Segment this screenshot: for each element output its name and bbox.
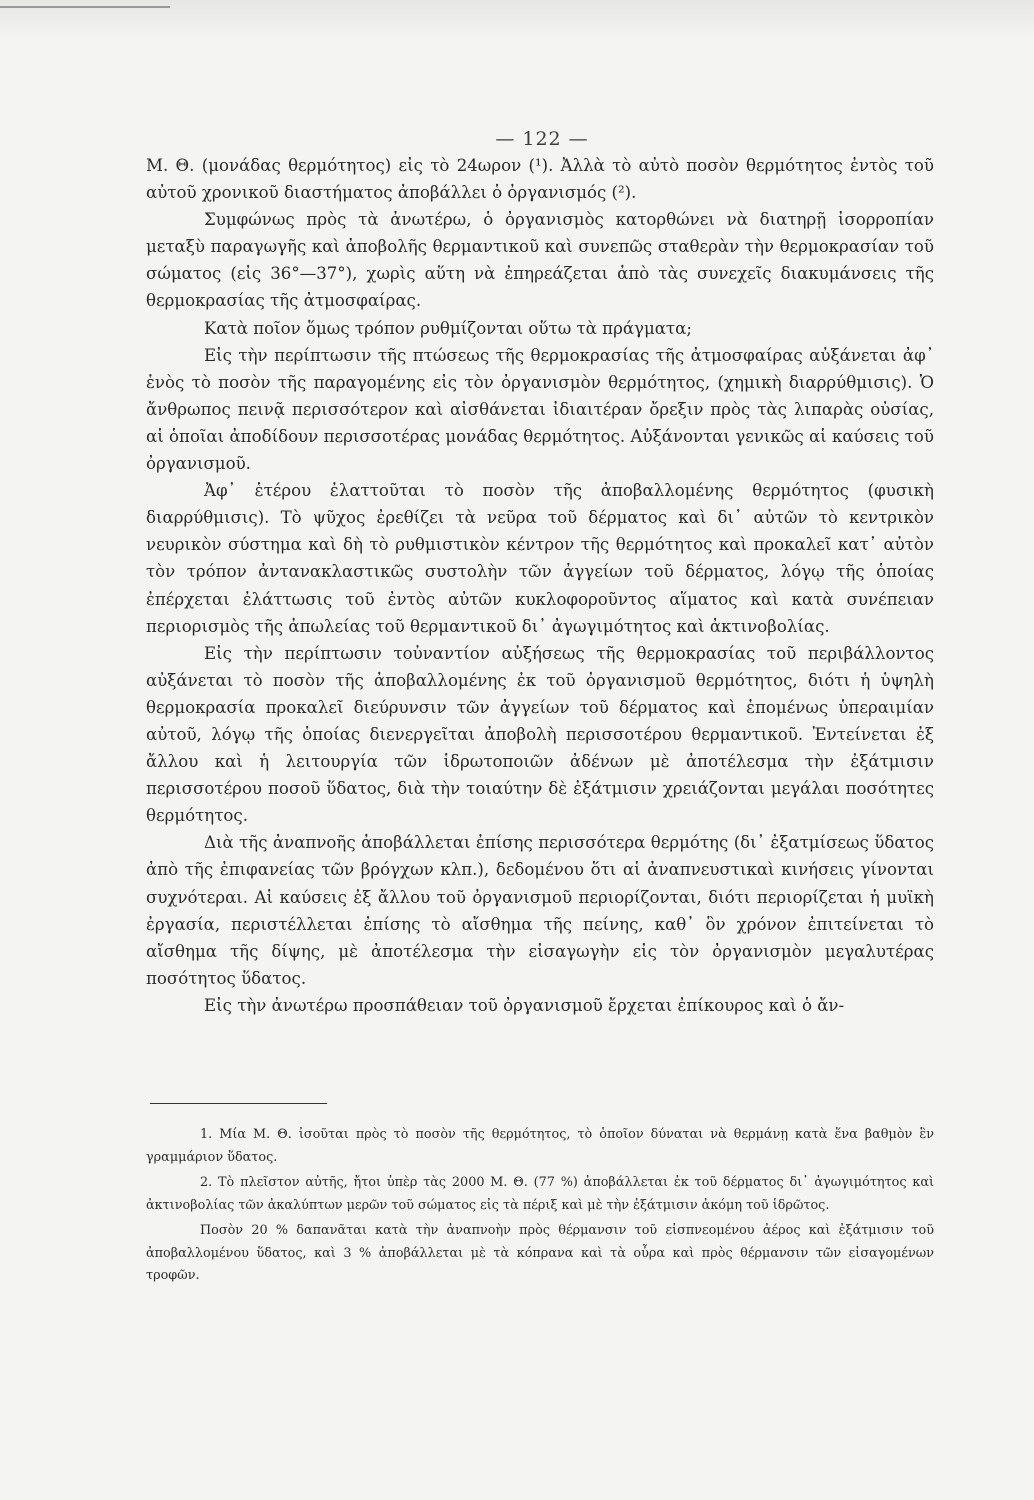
- scan-edge-mark: [0, 6, 170, 8]
- paragraph: Συμφώνως πρὸς τὰ ἀνωτέρω, ὁ ὀργανισμὸς κατορθώνει νὰ διατηρῇ ἰσορροπίαν μεταξὺ παραγωγῆς καὶ ἀποβολῆς θερμαντικοῦ καὶ συνεπῶς σταθερὰν τὴν θερμοκρασίαν τοῦ σώματος (εἰς 36°—37°), χωρὶς αὕτη νὰ ἐπηρεάζεται ἀπὸ τὰς συνεχεῖς διακυμάνσεις τῆς θερμοκρασίας τῆς ἀτμοσφαίρας.: [146, 210, 934, 311]
- paragraph-question: Κατὰ ποῖον ὅμως τρόπον ρυθμίζονται οὕτω τὰ πράγματα;: [204, 318, 692, 338]
- paragraph-last: Εἰς τὴν ἀνωτέρω προσπάθειαν τοῦ ὀργανισμοῦ ἔρχεται ἐπίκουρος καὶ ὁ ἄν-: [204, 995, 845, 1015]
- paragraph: Διὰ τῆς ἀναπνοῆς ἀποβάλλεται ἐπίσης περισσότερα θερμότης (δι᾽ ἐξατμίσεως ὕδατος ἀπὸ τῆς ἐπιφανείας τῶν βρόγχων κλπ.), δεδομένου ὅτι αἱ ἀναπνευστικαὶ κινήσεις γίνονται συχνότεραι. Αἱ καύσεις ἐξ ἄλλου τοῦ ὀργανισμοῦ περιορίζονται, διότι περιορίζεται ἡ μυϊκὴ ἐργασία, περιστέλλεται ἐπίσης τὸ αἴσθημα τῆς πείνης, καθ᾽ ὃν χρόνον ἐπιτείνεται τὸ αἴσθημα τῆς δίψης, μὲ ἀποτέλεσμα τὴν εἰσαγωγὴν εἰς τὸν ὀργανισμὸν μεγαλυτέρας ποσότητος ὕδατος.: [146, 833, 934, 988]
- footnotes: [146, 1124, 934, 1291]
- paragraph: Ἀφ᾽ ἑτέρου ἐλαττοῦται τὸ ποσὸν τῆς ἀποβαλλομένης θερμότητος (φυσικὴ διαρρύθμισις). Τὸ ψῦχος ἐρεθίζει τὰ νεῦρα τοῦ δέρματος καὶ δι᾽ αὐτῶν τὸ κεντρικὸν νευρικὸν σύστημα καὶ δὴ τὸ ρυθμιστικὸν κέντρον τῆς θερμότητος καὶ προκαλεῖ κατ᾽ αὐτὸν τὸν τρόπον ἀντανακλαστικῶς συστολὴν τῶν ἀγγείων τοῦ δέρματος, λόγῳ τῆς ὁποίας ἐπέρχεται ἐλάττωσις τοῦ ἐντὸς αὐτῶν κυκλοφοροῦντος αἵματος καὶ κατὰ συνέπειαν περιορισμὸς τῆς ἀπωλείας τοῦ θερμαντικοῦ δι᾽ ἀγωγιμότητος καὶ ἀκτινοβολίας.: [146, 481, 934, 636]
- body-text: [146, 152, 934, 1019]
- footnote-2-continued: Ποσὸν 20 % δαπανᾶται κατὰ τὴν ἀναπνοὴν πρὸς θέρμανσιν τοῦ εἰσπνεομένου ἀέρος καὶ ἐξάτμισιν τοῦ ἀποβαλλομένου ὕδατος, καὶ 3 % ἀποβάλλεται μὲ τὰ κόπρανα καὶ τὰ οὖρα καὶ πρὸς θέρμανσιν τῶν εἰσαγομένων τροφῶν.: [146, 1223, 934, 1283]
- page-number: — 122 —: [495, 128, 589, 150]
- paragraph: Εἰς τὴν περίπτωσιν τοὐναντίον αὐξήσεως τῆς θερμοκρασίας τοῦ περιβάλλοντος αὐξάνεται τὸ ποσὸν τῆς ἀποβαλλομένης ἐκ τοῦ ὀργανισμοῦ θερμότητος, διότι ἡ ὑψηλὴ θερμοκρασία προκαλεῖ διεύρυνσιν τῶν ἀγγείων τοῦ δέρματος καὶ ἑπομένως ὑπεραιμίαν αὐτοῦ, λόγῳ τῆς ὁποίας διενεργεῖται ἀποβολὴ περισσοτέρου θερμαντικοῦ. Ἐντείνεται ἐξ ἄλλου καὶ ἡ λειτουργία τῶν ἱδρωτοποιῶν ἀδένων μὲ ἀποτέλεσμα τὴν ἐξάτμισιν περισσοτέρου ποσοῦ ὕδατος, διὰ τὴν τοιαύτην δὲ ἐξάτμισιν χρειάζονται μεγάλαι ποσότητες θερμότητος.: [146, 643, 934, 826]
- paragraph-continuation: Μ. Θ. (μονάδας θερμότητος) εἰς τὸ 24ωρον (¹). Ἀλλὰ τὸ αὐτὸ ποσὸν θερμότητος ἐντὸς τοῦ αὐτοῦ χρονικοῦ διαστήματος ἀποβάλλει ὁ ὀργανισμός (²).: [146, 156, 934, 203]
- footnote-2: 2. Τὸ πλεῖστον αὐτῆς, ἤτοι ὑπὲρ τὰς 2000 Μ. Θ. (77 %) ἀποβάλλεται ἐκ τοῦ δέρματος δι᾽ ἀγωγιμότητος καὶ ἀκτινοβολίας τῶν ἀκαλύπτων μερῶν τοῦ σώματος εἰς τὰ πέριξ καὶ μὲ τὴν ἐξάτμισιν ἀκόμη τοῦ ἱδρῶτος.: [146, 1175, 934, 1213]
- paragraph: Εἰς τὴν περίπτωσιν τῆς πτώσεως τῆς θερμοκρασίας τῆς ἀτμοσφαίρας αὐξάνεται ἀφ᾽ ἑνὸς τὸ ποσὸν τῆς παραγομένης εἰς τὸν ὀργανισμὸν θερμότητος, (χημικὴ διαρρύθμισις). Ὁ ἄνθρωπος πεινᾷ περισσότερον καὶ αἰσθάνεται ἰδιαιτέραν ὄρεξιν πρὸς τὰς λιπαρὰς οὐσίας, αἱ ὁποῖαι ἀποδίδουν περισσοτέρας μονάδας θερμότητος. Αὐξάνονται γενικῶς αἱ καύσεις τοῦ ὀργανισμοῦ.: [146, 345, 934, 474]
- footnote-1: 1. Μία Μ. Θ. ἰσοῦται πρὸς τὸ ποσὸν τῆς θερμότητος, τὸ ὁποῖον δύναται νὰ θερμάνῃ κατὰ ἕνα βαθμὸν ἓν γραμμάριον ὕδατος.: [146, 1127, 934, 1165]
- footnote-separator: [150, 1103, 327, 1104]
